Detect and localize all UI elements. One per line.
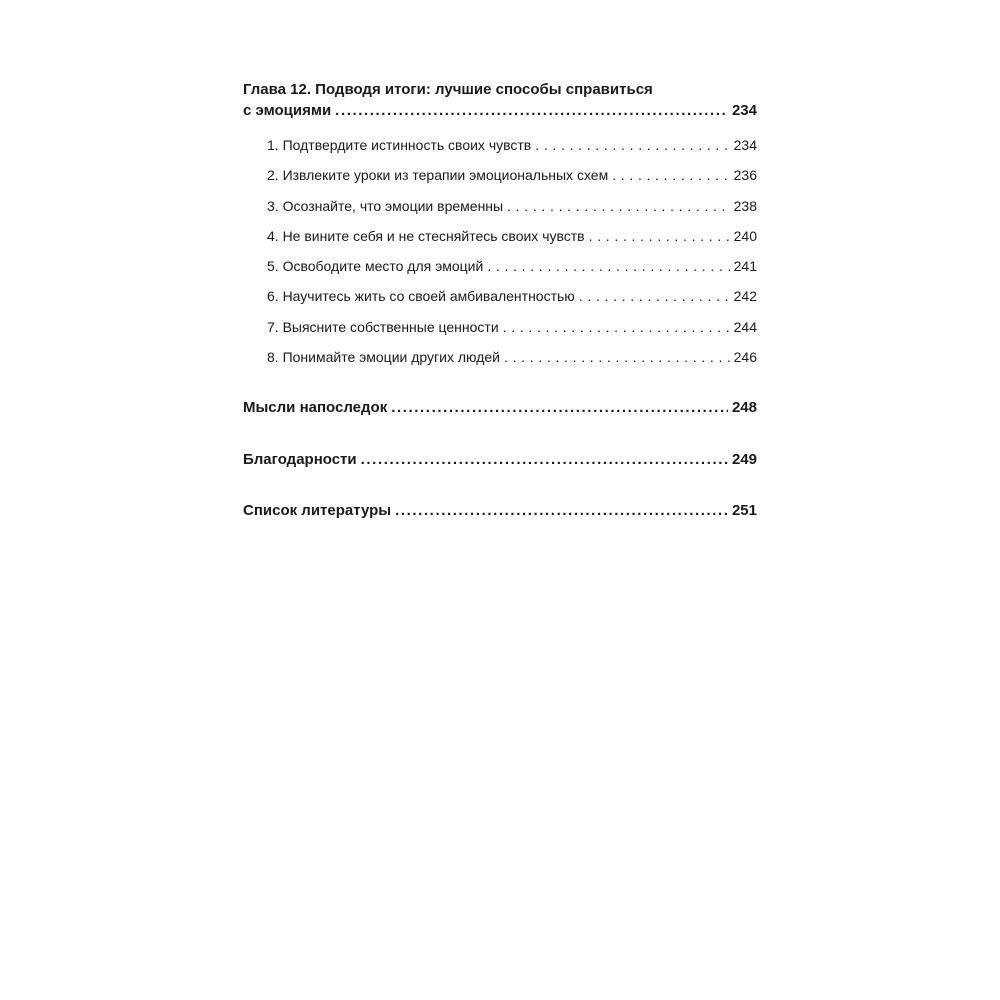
subsection-label: 5. Освободите место для эмоций [267, 258, 484, 275]
subsection-label: 8. Понимайте эмоции других людей [267, 349, 500, 366]
page-number: 248 [731, 399, 757, 416]
dot-leader [395, 500, 728, 521]
subsection-label: 1. Подтвердите истинность своих чувств [267, 137, 532, 153]
chapter-title-continuation: с эмоциями [243, 102, 332, 119]
subsection-label: 3. Осознайте, что эмоции временны [267, 197, 504, 214]
page-number: 242 [733, 288, 757, 305]
list-item[interactable] [267, 251, 757, 281]
section-entry[interactable] [243, 449, 757, 470]
page-number: 234 [731, 102, 757, 119]
dot-leader [535, 130, 729, 160]
dot-leader [487, 251, 729, 281]
subsection-label: 2. Извлеките уроки из терапии эмоциональных схем [267, 167, 609, 184]
dot-leader [335, 100, 728, 121]
chapter-title: Глава 12. Подводя итоги: лучшие способы справиться [243, 81, 653, 98]
dot-leader [391, 397, 728, 418]
list-item[interactable] [267, 312, 757, 342]
section-label: Список литературы [243, 502, 392, 519]
page-number: 236 [733, 167, 757, 184]
list-item[interactable] [267, 160, 757, 190]
dot-leader [503, 312, 730, 342]
page-number: 240 [733, 227, 757, 244]
table-of-contents [243, 79, 757, 519]
chapter-subsection-list [243, 130, 757, 372]
dot-leader [579, 281, 730, 311]
dot-leader [589, 221, 730, 251]
list-item[interactable] [267, 342, 757, 372]
page-number: 246 [733, 349, 757, 366]
dot-leader [507, 191, 730, 221]
list-item[interactable] [267, 221, 757, 251]
dot-leader [504, 342, 730, 372]
subsection-label: 7. Выясните собственные ценности [267, 318, 499, 335]
dot-leader [361, 449, 728, 470]
section-label: Мысли напоследок [243, 399, 388, 416]
list-item[interactable] [267, 191, 757, 221]
list-item[interactable] [267, 130, 757, 160]
list-item[interactable] [267, 281, 757, 311]
subsection-label: 6. Научитесь жить со своей амбивалентностью [267, 288, 575, 305]
page-number: 244 [733, 318, 757, 335]
section-entry[interactable] [243, 397, 757, 418]
page-number: 249 [731, 451, 757, 468]
page-number: 251 [731, 502, 757, 519]
page-number: 238 [733, 197, 757, 214]
subsection-label: 4. Не вините себя и не стесняйтесь своих чувств [267, 227, 585, 244]
page-number: 241 [733, 258, 757, 275]
page-number: 234 [733, 137, 757, 153]
section-entry[interactable] [243, 500, 757, 521]
chapter-entry[interactable] [243, 100, 757, 121]
section-label: Благодарности [243, 451, 357, 468]
dot-leader [612, 160, 729, 190]
